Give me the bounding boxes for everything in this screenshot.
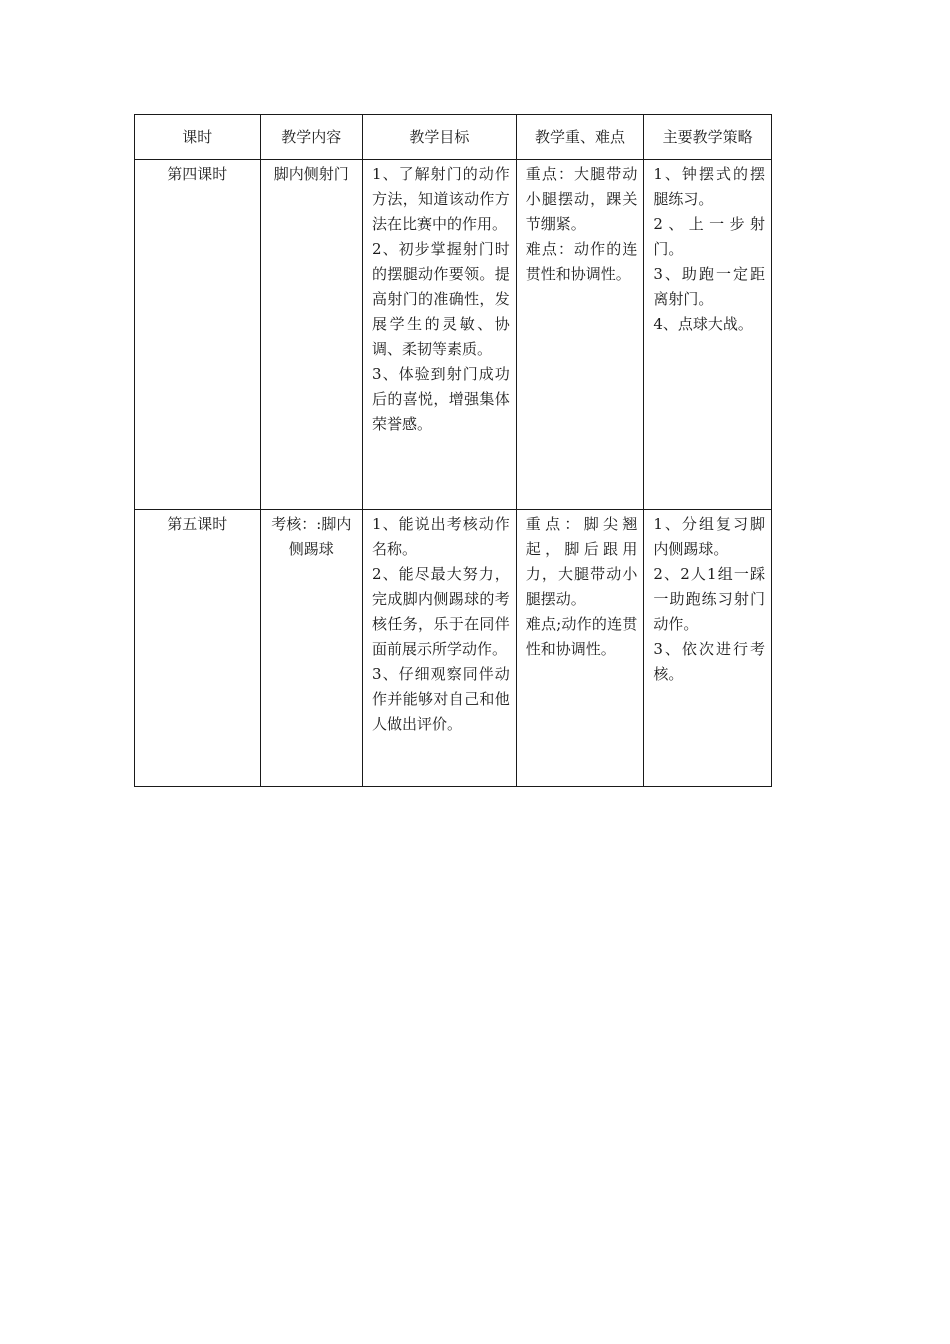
goal-item: 2、能尽最大努力，完成脚内侧踢球的考核任务，乐于在同伴面前展示所学动作。: [372, 565, 510, 658]
strategy-item: 2、2人1组一踩一助跑练习射门动作。: [653, 565, 765, 633]
key-point-item: 难点;动作的连贯性和协调性。: [525, 615, 638, 658]
table-row: [135, 510, 772, 787]
header-goals: 教学目标: [363, 115, 517, 160]
header-row: [135, 115, 772, 160]
key-point-item: 重点：大腿带动小腿摆动，踝关节绷紧。: [525, 165, 638, 233]
table-header: [135, 115, 772, 160]
goal-item: 3、仔细观察同伴动作并能够对自己和他人做出评价。: [372, 665, 510, 733]
cell-period: 第五课时: [135, 510, 261, 787]
header-key-points: 教学重、难点: [516, 115, 644, 160]
table-row: [135, 160, 772, 510]
cell-key-points: [516, 510, 644, 787]
strategy-item: 3、助跑一定距离射门。: [653, 265, 765, 308]
cell-goals: [363, 510, 517, 787]
header-content: 教学内容: [260, 115, 362, 160]
cell-goals: [363, 160, 517, 510]
goal-item: 2、初步掌握射门时的摆腿动作要领。提高射门的准确性，发展学生的灵敏、协调、柔韧等素质。: [372, 240, 510, 358]
goal-item: 3、体验到射门成功后的喜悦，增强集体荣誉感。: [372, 365, 510, 433]
header-period: 课时: [135, 115, 261, 160]
strategy-item: 1、分组复习脚内侧踢球。: [653, 515, 765, 558]
cell-content: 脚内侧射门: [260, 160, 362, 510]
cell-key-points: [516, 160, 644, 510]
key-point-item: 重点：脚尖翘起，脚后跟用力，大腿带动小腿摆动。: [525, 515, 638, 608]
strategy-item: 1、钟摆式的摆腿练习。: [653, 165, 765, 208]
cell-strategies: [644, 510, 772, 787]
header-strategies: 主要教学策略: [644, 115, 772, 160]
cell-period: 第四课时: [135, 160, 261, 510]
strategy-item: 2、上一步射门。: [653, 215, 765, 258]
strategy-item: 3、依次进行考核。: [653, 640, 765, 683]
key-point-item: 难点：动作的连贯性和协调性。: [525, 240, 638, 283]
strategy-item: 4、点球大战。: [653, 315, 753, 333]
cell-strategies: [644, 160, 772, 510]
cell-content: 考核：:脚内侧踢球: [260, 510, 362, 787]
table-body: [135, 160, 772, 787]
goal-item: 1、能说出考核动作名称。: [372, 515, 510, 558]
goal-item: 1、了解射门的动作方法，知道该动作方法在比赛中的作用。: [372, 165, 510, 233]
lesson-plan-table: [134, 114, 772, 787]
